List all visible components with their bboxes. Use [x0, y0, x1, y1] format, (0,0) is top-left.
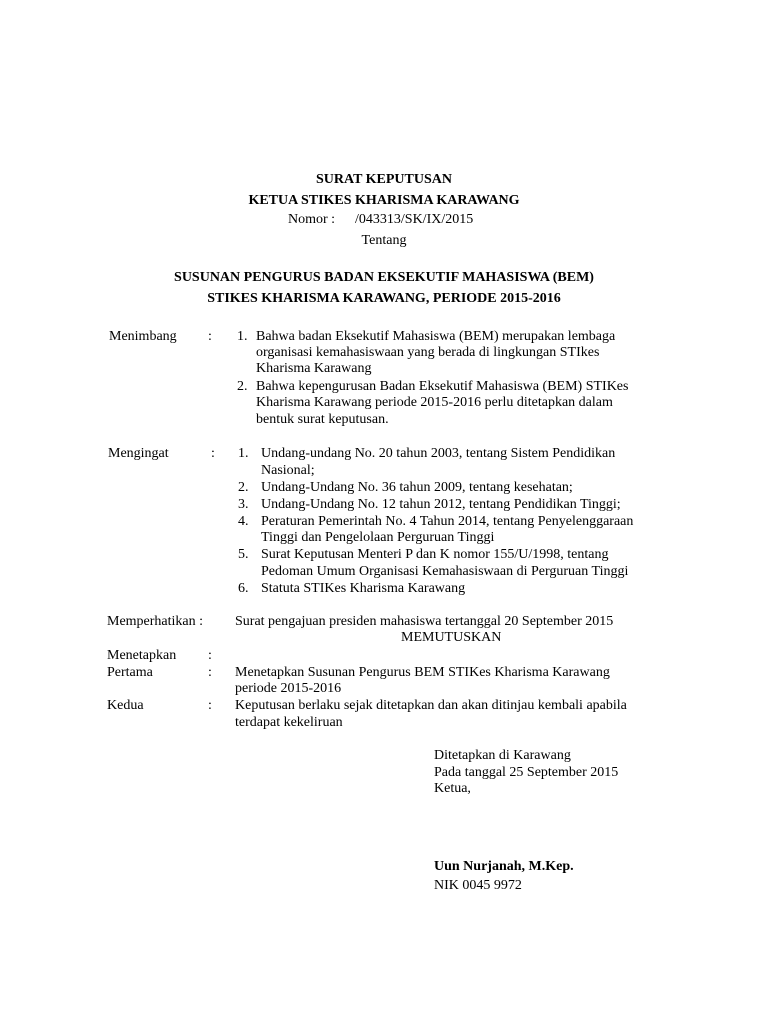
tentang-label: Tentang — [361, 233, 407, 248]
mengingat-item-4-line-2: Tinggi dan Pengelolaan Perguruan Tinggi — [261, 530, 495, 545]
memperhatikan-label: Memperhatikan : — [107, 614, 204, 629]
signature-date: Pada tanggal 25 September 2015 — [434, 765, 619, 780]
pertama-line-2: periode 2015-2016 — [235, 681, 342, 696]
mengingat-item-1-line-2: Nasional; — [261, 463, 315, 478]
mengingat-item-3-line-1: Undang-Undang No. 12 tahun 2012, tentang Pendidikan Tinggi; — [261, 497, 621, 512]
mengingat-item-1-line-1: Undang-undang No. 20 tahun 2003, tentang Sistem Pendidikan — [261, 446, 616, 461]
menetapkan-label: Menetapkan — [107, 648, 177, 663]
menimbang-num-2: 2. — [237, 379, 248, 394]
mengingat-item-4-line-1: Peraturan Pemerintah No. 4 Tahun 2014, tentang Penyelenggaraan — [261, 514, 634, 529]
menimbang-item-2-line-2: Kharisma Karawang periode 2015-2016 perlu ditetapkan dalam — [256, 395, 613, 410]
document-org: KETUA STIKES KHARISMA KARAWANG — [248, 193, 520, 208]
pertama-label: Pertama — [107, 665, 153, 680]
menimbang-item-1-line-1: Bahwa badan Eksekutif Mahasiswa (BEM) merupakan lembaga — [256, 329, 616, 344]
pertama-line-1: Menetapkan Susunan Pengurus BEM STIKes Kharisma Karawang — [235, 665, 610, 680]
mengingat-label: Mengingat — [108, 446, 169, 461]
menetapkan-colon: : — [208, 648, 212, 663]
mengingat-item-5-line-2: Pedoman Umum Organisasi Kemahasiswaan di Perguruan Tinggi — [261, 564, 629, 579]
document-title: SURAT KEPUTUSAN — [315, 172, 452, 187]
signature-place: Ditetapkan di Karawang — [434, 748, 571, 763]
menimbang-label: Menimbang — [109, 329, 177, 344]
kedua-label: Kedua — [107, 698, 144, 713]
mengingat-colon: : — [211, 446, 215, 461]
subject-line-1: SUSUNAN PENGURUS BADAN EKSEKUTIF MAHASISWA (BEM) — [174, 270, 594, 285]
memperhatikan-text: Surat pengajuan presiden mahasiswa tertanggal 20 September 2015 — [235, 614, 614, 629]
mengingat-num-2: 2. — [238, 480, 249, 495]
menimbang-item-2-line-1: Bahwa kepengurusan Badan Eksekutif Mahasiswa (BEM) STIKes — [256, 379, 629, 394]
kedua-colon: : — [208, 698, 212, 713]
mengingat-item-6-line-1: Statuta STIKes Kharisma Karawang — [261, 581, 466, 596]
mengingat-num-1: 1. — [238, 446, 249, 461]
menimbang-item-1-line-3: Kharisma Karawang — [256, 361, 372, 376]
mengingat-num-3: 3. — [238, 497, 249, 512]
mengingat-num-4: 4. — [238, 514, 249, 529]
signature-nik: NIK 0045 9972 — [434, 878, 522, 893]
menimbang-colon: : — [208, 329, 212, 344]
subject-line-2: STIKES KHARISMA KARAWANG, PERIODE 2015-2016 — [207, 291, 561, 306]
nomor-value: /043313/SK/IX/2015 — [355, 212, 474, 227]
signature-name: Uun Nurjanah, M.Kep. — [434, 859, 574, 874]
pertama-colon: : — [208, 665, 212, 680]
mengingat-num-5: 5. — [238, 547, 249, 562]
mengingat-item-2-line-1: Undang-Undang No. 36 tahun 2009, tentang kesehatan; — [261, 480, 573, 495]
mengingat-num-6: 6. — [238, 581, 249, 596]
kedua-line-2: terdapat kekeliruan — [235, 715, 343, 730]
mengingat-item-5-line-1: Surat Keputusan Menteri P dan K nomor 155/U/1998, tentang — [261, 547, 609, 562]
menimbang-item-2-line-3: bentuk surat keputusan. — [256, 412, 389, 427]
menimbang-num-1: 1. — [237, 329, 248, 344]
menimbang-item-1-line-2: organisasi kemahasiswaan yang berada di lingkungan STIkes — [256, 345, 600, 360]
nomor-label: Nomor : — [288, 212, 336, 227]
memutuskan-heading: MEMUTUSKAN — [401, 630, 502, 645]
signature-role: Ketua, — [434, 781, 471, 796]
kedua-line-1: Keputusan berlaku sejak ditetapkan dan akan ditinjau kembali apabila — [235, 698, 627, 713]
